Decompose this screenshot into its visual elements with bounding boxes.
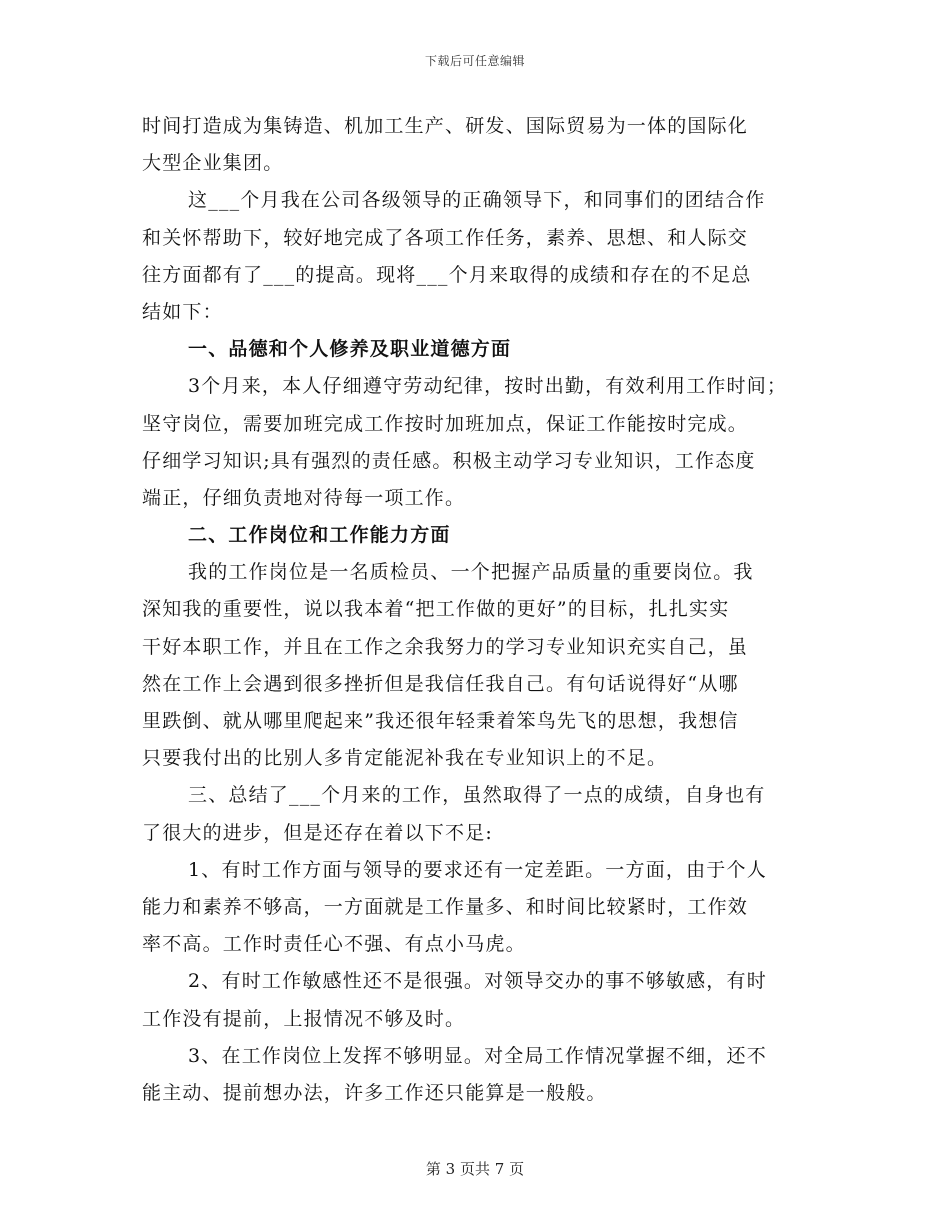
body-line: 然在工作上会遇到很多挫折但是我信任我自己。有句话说得好“从哪 xyxy=(142,672,739,695)
body-line: 率不高。工作时责任心不强、有点小马虎。 xyxy=(142,933,526,956)
body-line: 干好本职工作，并且在工作之余我努力的学习专业知识充实自己，虽 xyxy=(142,635,749,658)
body-line: 仔细学习知识;具有强烈的责任感。积极主动学习专业知识，工作态度 xyxy=(142,449,756,472)
body-line: 我的工作岗位是一名质检员、一个把握产品质量的重要岗位。我 xyxy=(188,561,754,584)
body-line: 能主动、提前想办法，许多工作还只能算是一般般。 xyxy=(142,1081,607,1104)
body-line: 往方面都有了___的提高。现将___个月来取得的成绩和存在的不足总 xyxy=(142,263,752,286)
body-line: 三、总结了___个月来的工作，虽然取得了一点的成绩，自身也有 xyxy=(188,784,766,807)
body-line: 3个月来，本人仔细遵守劳动纪律，按时出勤，有效利用工作时间； xyxy=(188,375,788,398)
body-line: 能力和素养不够高，一方面就是工作量多、和时间比较紧时，工作效 xyxy=(142,895,749,918)
body-line: 大型企业集团。 xyxy=(142,152,284,175)
body-line: 工作没有提前，上报情况不够及时。 xyxy=(142,1007,466,1030)
body-line: 端正，仔细负责地对待每一项工作。 xyxy=(142,486,466,509)
page-header: 下载后可任意编辑 xyxy=(424,54,525,68)
section-heading: 一、品德和个人修养及职业道德方面 xyxy=(188,338,512,361)
body-line: 这___个月我在公司各级领导的正确领导下，和同事们的团结合作 xyxy=(188,189,766,212)
body-line: 2、有时工作敏感性还不是很强。对领导交办的事不够敏感，有时 xyxy=(188,970,767,993)
section-heading: 二、工作岗位和工作能力方面 xyxy=(188,524,451,547)
body-line: 和关怀帮助下，较好地完成了各项工作任务，素养、思想、和人际交 xyxy=(142,226,749,249)
page-footer: 第 3 页共 7 页 xyxy=(425,1160,525,1178)
body-line: 深知我的重要性，说以我本着“把工作做的更好”的目标，扎扎实实 xyxy=(142,598,730,621)
body-line: 结如下： xyxy=(142,300,223,323)
body-line: 1、有时工作方面与领导的要求还有一定差距。一方面，由于个人 xyxy=(188,858,767,881)
body-line: 3、在工作岗位上发挥不够明显。对全局工作情况掌握不细，还不 xyxy=(188,1044,767,1067)
body-line: 坚守岗位，需要加班完成工作按时加班加点，保证工作能按时完成。 xyxy=(142,412,749,435)
document-body xyxy=(142,108,812,1112)
body-line: 里跌倒、就从哪里爬起来”我还很年轻秉着笨鸟先飞的思想，我想信 xyxy=(142,710,739,732)
body-line: 了很大的进步，但是还存在着以下不足: xyxy=(142,821,494,844)
body-line: 只要我付出的比别人多肯定能泥补我在专业知识上的不足。 xyxy=(142,747,668,770)
body-line: 时间打造成为集铸造、机加工生产、研发、国际贸易为一体的国际化 xyxy=(142,115,749,137)
